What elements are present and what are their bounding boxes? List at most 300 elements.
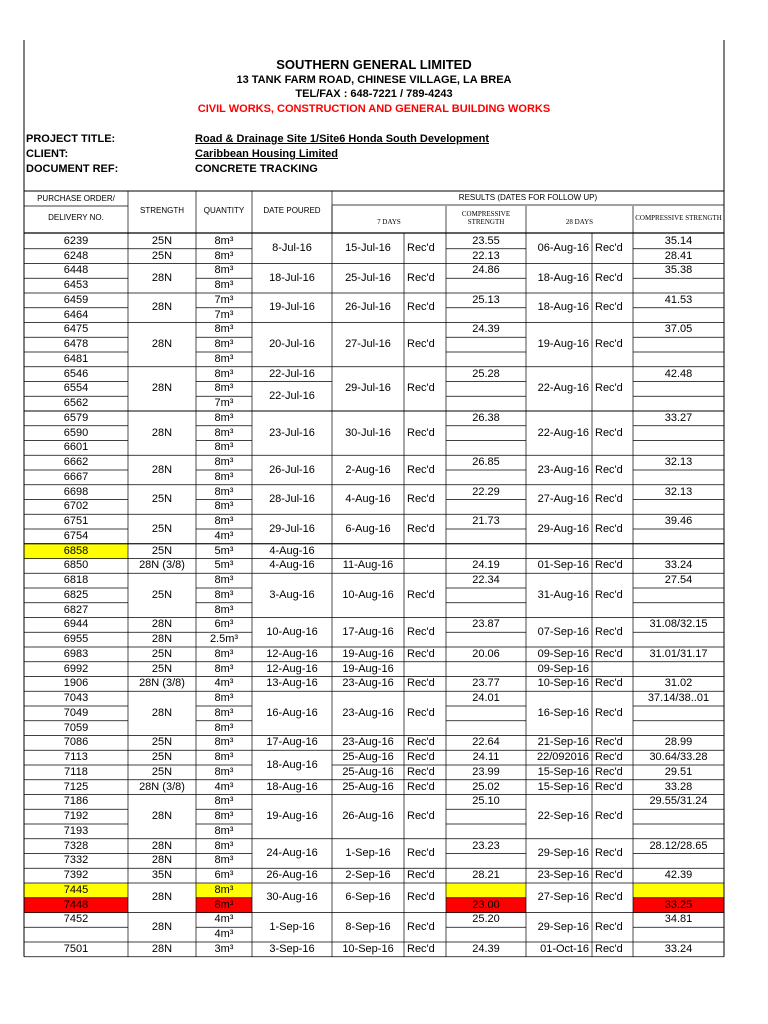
date-poured-cell: 17-Aug-16 xyxy=(266,736,318,749)
quantity-cell: 8m³ xyxy=(214,279,234,292)
po-cell: 6248 xyxy=(63,249,89,262)
twenty-eight-day-strength-cell: 29.51 xyxy=(664,765,693,778)
seven-day-strength-cell: 24.19 xyxy=(472,559,500,572)
twenty-eight-days-header: 28 DAYS xyxy=(565,218,594,227)
quantity-cell: 3m³ xyxy=(214,942,234,955)
po-cell: 7445 xyxy=(24,883,128,898)
seven-day-status-cell: Rec'd xyxy=(407,522,435,535)
quantity-cell: 8m³ xyxy=(214,485,234,498)
seven-day-strength-cell: 25.02 xyxy=(472,780,500,793)
strength-cell: 28N xyxy=(151,301,173,314)
twenty-eight-day-status-cell: Rec'd xyxy=(595,677,623,690)
po-cell: 6751 xyxy=(63,515,89,528)
seven-day-strength-cell: 24.39 xyxy=(472,323,500,336)
po-header-line1: PURCHASE ORDER/ xyxy=(37,193,115,203)
quantity-cell: 8m³ xyxy=(214,751,234,764)
seven-day-date-cell: 2-Sep-16 xyxy=(345,869,391,882)
twenty-eight-day-date-cell: 07-Sep-16 xyxy=(537,625,589,638)
twenty-eight-day-strength-cell xyxy=(633,396,724,411)
quantity-cell: 8m³ xyxy=(214,692,234,705)
seven-day-strength-cell: 20.06 xyxy=(472,647,500,660)
po-cell: 1906 xyxy=(63,677,89,690)
date-poured-cell: 12-Aug-16 xyxy=(266,647,318,660)
date-poured-cell: 18-Jul-16 xyxy=(269,271,315,284)
twenty-eight-day-date-cell: 29-Sep-16 xyxy=(537,847,589,859)
twenty-eight-day-strength-cell: 33.28 xyxy=(664,780,693,793)
po-cell: 7448 xyxy=(24,898,128,913)
project-title-value: Road & Drainage Site 1/Site6 Honda South Development xyxy=(195,133,489,145)
strength-cell: 28N xyxy=(151,706,173,719)
strength-cell: 28N xyxy=(151,633,173,646)
po-cell xyxy=(24,927,128,942)
seven-day-strength-cell xyxy=(446,278,526,293)
strength-cell: 25N xyxy=(151,765,173,778)
twenty-eight-day-strength-cell: 42.48 xyxy=(664,367,693,380)
seven-day-strength-cell: 24.01 xyxy=(472,692,500,705)
seven-day-status-cell: Rec'd xyxy=(407,382,435,395)
seven-day-status-cell: Rec'd xyxy=(407,271,435,284)
results-header: RESULTS (DATES FOR FOLLOW UP) xyxy=(458,193,598,202)
twenty-eight-day-strength-cell: 27.54 xyxy=(664,574,693,587)
po-cell: 7186 xyxy=(63,795,89,808)
po-cell: 7193 xyxy=(63,824,89,837)
seven-day-strength-cell xyxy=(446,706,526,721)
seven-day-strength-cell xyxy=(446,544,526,559)
strength-cell: 28N xyxy=(151,942,173,955)
seven-day-date-cell: 23-Aug-16 xyxy=(342,706,394,719)
quantity-cell: 4m³ xyxy=(214,913,234,926)
seven-day-status-cell: Rec'd xyxy=(407,810,435,823)
strength-cell: 28N (3/8) xyxy=(139,780,185,793)
twenty-eight-day-strength-cell xyxy=(633,529,724,544)
seven-day-strength-cell xyxy=(446,396,526,411)
quantity-cell: 8m³ xyxy=(214,795,234,808)
quantity-cell: 8m³ xyxy=(214,441,234,454)
po-cell: 7501 xyxy=(63,942,89,955)
quantity-cell: 8m³ xyxy=(214,721,234,734)
twenty-eight-day-strength-cell xyxy=(633,706,724,721)
strength-cell: 25N xyxy=(151,588,173,601)
seven-day-strength-cell: 23.99 xyxy=(472,765,500,778)
seven-day-strength-cell xyxy=(446,500,526,515)
twenty-eight-day-strength-cell: 33.24 xyxy=(664,559,693,572)
twenty-eight-day-status-cell: Rec'd xyxy=(595,522,623,535)
po-cell: 6601 xyxy=(63,441,89,454)
date-poured-cell: 8-Jul-16 xyxy=(272,242,312,255)
twenty-eight-day-status-cell: Rec'd xyxy=(595,625,623,638)
twenty-eight-day-strength-cell xyxy=(633,500,724,515)
strength-cell: 28N xyxy=(151,891,173,904)
seven-day-status-cell: Rec'd xyxy=(407,677,435,690)
twenty-eight-day-strength-cell xyxy=(633,278,724,293)
seven-day-strength-cell: 24.39 xyxy=(472,942,500,955)
strength-cell: 28N xyxy=(151,271,173,284)
seven-day-strength-cell xyxy=(446,927,526,942)
document-ref-label: DOCUMENT REF: xyxy=(26,163,119,175)
seven-day-date-cell: 26-Aug-16 xyxy=(342,810,394,823)
seven-day-status-cell: Rec'd xyxy=(407,736,435,749)
strength-cell: 28N (3/8) xyxy=(139,559,185,572)
twenty-eight-day-status-cell: Rec'd xyxy=(595,463,623,476)
seven-day-strength-cell xyxy=(446,883,526,898)
twenty-eight-day-strength-cell xyxy=(633,352,724,367)
po-cell: 6554 xyxy=(63,382,89,395)
twenty-eight-day-strength-cell xyxy=(633,809,724,824)
quantity-cell: 8m³ xyxy=(214,515,234,528)
po-cell: 6478 xyxy=(63,338,89,351)
date-poured-cell: 28-Jul-16 xyxy=(269,493,315,505)
twenty-eight-day-strength-cell xyxy=(633,721,724,736)
po-cell: 7392 xyxy=(63,869,89,882)
date-poured-cell: 29-Jul-16 xyxy=(269,522,315,535)
po-cell: 6818 xyxy=(63,574,89,587)
seven-day-date-cell: 26-Jul-16 xyxy=(345,301,391,314)
seven-day-date-cell: 6-Aug-16 xyxy=(345,522,391,535)
strength-cell: 25N xyxy=(151,647,173,660)
twenty-eight-day-strength-cell xyxy=(633,927,724,942)
twenty-eight-day-strength-cell: 35.38 xyxy=(664,264,693,277)
quantity-cell: 8m³ xyxy=(214,706,234,719)
twenty-eight-day-strength-cell xyxy=(633,588,724,603)
date-poured-cell: 1-Sep-16 xyxy=(269,920,315,933)
seven-day-strength-cell: 23.00 xyxy=(446,898,526,913)
twenty-eight-day-strength-cell: 33.24 xyxy=(664,942,693,955)
seven-day-status-cell xyxy=(404,559,446,574)
seven-day-strength-cell: 28.21 xyxy=(472,869,500,882)
twenty-eight-day-date-cell: 29-Aug-16 xyxy=(537,522,589,535)
seven-day-strength-cell: 26.85 xyxy=(472,456,500,469)
twenty-eight-day-status-cell: Rec'd xyxy=(595,847,623,859)
strength-cell: 25N xyxy=(151,662,173,675)
quantity-cell: 8m³ xyxy=(214,456,234,469)
po-cell: 6579 xyxy=(63,411,89,424)
twenty-eight-day-date-cell: 15-Sep-16 xyxy=(537,765,589,778)
strength-cell: 25N xyxy=(151,493,173,505)
twenty-eight-day-strength-cell xyxy=(633,426,724,441)
twenty-eight-day-strength-cell: 32.13 xyxy=(664,456,693,469)
po-cell: 6858 xyxy=(24,544,128,559)
strength-cell: 25N xyxy=(151,736,173,749)
po-cell: 6662 xyxy=(63,456,89,469)
po-cell: 7086 xyxy=(63,736,89,749)
seven-day-status-cell: Rec'd xyxy=(407,463,435,476)
strength-cell: 28N xyxy=(151,463,173,476)
seven-days-header: 7 DAYS xyxy=(377,218,401,227)
twenty-eight-day-strength-cell: 33.25 xyxy=(633,898,724,913)
quantity-cell: 7m³ xyxy=(214,293,234,306)
quantity-cell: 6m³ xyxy=(214,869,234,882)
seven-day-status-cell: Rec'd xyxy=(407,493,435,505)
twenty-eight-day-status-cell xyxy=(592,544,633,559)
seven-day-status-cell: Rec'd xyxy=(407,647,435,660)
seven-day-status-cell: Rec'd xyxy=(407,765,435,778)
strength-cell: 28N xyxy=(151,810,173,823)
strength-cell: 28N xyxy=(151,839,173,852)
seven-day-date-cell: 19-Aug-16 xyxy=(342,662,394,675)
seven-day-strength-cell: 25.28 xyxy=(472,367,500,380)
quantity-cell: 8m³ xyxy=(196,883,252,898)
twenty-eight-day-status-cell: Rec'd xyxy=(595,301,623,314)
po-cell: 7452 xyxy=(63,913,89,926)
seven-day-strength-cell: 26.38 xyxy=(472,411,500,424)
quantity-cell: 8m³ xyxy=(214,234,234,247)
strength-cell: 25N xyxy=(151,522,173,535)
seven-day-date-cell: 25-Aug-16 xyxy=(342,780,394,793)
quantity-cell: 8m³ xyxy=(214,264,234,277)
quantity-header: QUANTITY xyxy=(203,206,245,215)
date-poured-cell: 20-Jul-16 xyxy=(269,338,315,351)
twenty-eight-day-strength-cell: 41.53 xyxy=(664,293,693,306)
quantity-cell: 4m³ xyxy=(214,928,234,941)
po-cell: 6983 xyxy=(63,647,89,660)
po-cell: 7125 xyxy=(63,780,89,793)
date-poured-header: DATE POURED xyxy=(263,206,321,215)
twenty-eight-day-strength-cell: 42.39 xyxy=(664,869,693,882)
twenty-eight-day-status-cell: Rec'd xyxy=(595,647,623,660)
seven-day-strength-cell xyxy=(446,426,526,441)
twenty-eight-day-strength-cell xyxy=(633,441,724,456)
date-poured-cell: 22-Jul-16 xyxy=(269,367,315,380)
strength-cell: 28N xyxy=(151,382,173,395)
seven-day-date-cell: 25-Aug-16 xyxy=(342,751,394,764)
twenty-eight-day-status-cell: Rec'd xyxy=(595,765,623,778)
seven-day-strength-cell: 23.23 xyxy=(472,839,500,852)
client-value: Caribbean Housing Limited xyxy=(195,148,339,160)
seven-day-date-cell: 29-Jul-16 xyxy=(345,382,391,395)
seven-day-strength-cell xyxy=(446,809,526,824)
twenty-eight-day-strength-cell xyxy=(633,470,724,485)
strength-cell: 28N (3/8) xyxy=(139,677,185,690)
quantity-cell: 8m³ xyxy=(214,426,234,439)
date-poured-cell: 12-Aug-16 xyxy=(266,662,318,675)
po-cell: 6459 xyxy=(63,293,89,306)
quantity-cell: 8m³ xyxy=(214,323,234,336)
seven-day-strength-cell xyxy=(446,337,526,352)
twenty-eight-day-strength-cell xyxy=(633,382,724,397)
seven-day-status-cell: Rec'd xyxy=(407,780,435,793)
seven-day-date-cell: 25-Jul-16 xyxy=(345,271,391,284)
seven-day-strength-cell: 23.55 xyxy=(472,234,500,247)
seven-day-strength-cell: 23.87 xyxy=(472,618,500,631)
po-cell: 6850 xyxy=(63,559,89,572)
seven-day-status-cell xyxy=(404,544,446,559)
company-tagline: CIVIL WORKS, CONSTRUCTION AND GENERAL BUILDING WORKS xyxy=(197,103,551,115)
twenty-eight-day-date-cell: 15-Sep-16 xyxy=(537,780,589,793)
quantity-cell: 8m³ xyxy=(214,588,234,601)
quantity-cell: 8m³ xyxy=(214,470,234,483)
quantity-cell: 4m³ xyxy=(214,677,234,690)
twenty-eight-day-status-cell: Rec'd xyxy=(595,891,623,904)
po-cell: 7059 xyxy=(63,721,89,734)
twenty-eight-day-status-cell: Rec'd xyxy=(595,920,623,933)
twenty-eight-day-status-cell: Rec'd xyxy=(595,271,623,284)
twenty-eight-day-status-cell: Rec'd xyxy=(595,338,623,351)
po-cell: 6239 xyxy=(63,234,89,247)
po-cell: 6475 xyxy=(63,323,89,336)
date-poured-cell: 19-Aug-16 xyxy=(266,810,318,823)
quantity-cell: 5m³ xyxy=(214,544,234,557)
seven-day-strength-cell: 24.86 xyxy=(472,264,500,277)
po-cell: 6481 xyxy=(63,352,89,365)
twenty-eight-day-date-cell: 09-Sep-16 xyxy=(537,662,589,675)
po-header-line2: DELIVERY NO. xyxy=(48,213,104,222)
twenty-eight-day-strength-cell xyxy=(633,308,724,323)
company-name: SOUTHERN GENERAL LIMITED xyxy=(276,57,472,72)
seven-day-strength-cell xyxy=(446,854,526,869)
twenty-eight-day-date-cell: 16-Sep-16 xyxy=(537,706,589,719)
quantity-cell: 8m³ xyxy=(214,647,234,660)
quantity-cell: 8m³ xyxy=(214,500,234,513)
strength-cell: 25N xyxy=(151,249,173,262)
seven-day-status-cell: Rec'd xyxy=(407,847,435,859)
seven-day-strength-cell xyxy=(446,824,526,839)
quantity-cell: 6m³ xyxy=(214,618,234,631)
quantity-cell: 8m³ xyxy=(214,352,234,365)
twenty-eight-day-status-cell xyxy=(592,662,633,677)
project-title-label: PROJECT TITLE: xyxy=(26,133,116,145)
seven-day-date-cell: 1-Sep-16 xyxy=(345,847,391,859)
quantity-cell: 8m³ xyxy=(214,662,234,675)
seven-day-date-cell: 4-Aug-16 xyxy=(345,493,391,505)
date-poured-cell: 3-Aug-16 xyxy=(269,588,315,601)
seven-day-date-cell: 2-Aug-16 xyxy=(345,463,391,476)
seven-day-date-cell: 19-Aug-16 xyxy=(342,647,394,660)
po-cell: 6698 xyxy=(63,485,89,498)
po-cell: 6702 xyxy=(63,500,89,513)
strength-cell: 25N xyxy=(151,544,173,557)
po-cell: 6546 xyxy=(63,367,89,380)
strength-cell: 28N xyxy=(151,426,173,439)
po-cell: 6827 xyxy=(63,603,89,616)
twenty-eight-day-strength-cell xyxy=(633,544,724,559)
quantity-cell: 8m³ xyxy=(214,574,234,587)
twenty-eight-day-status-cell: Rec'd xyxy=(595,382,623,395)
company-telfax: TEL/FAX : 648-7221 / 789-4243 xyxy=(295,88,453,100)
quantity-cell: 4m³ xyxy=(214,780,234,793)
twenty-eight-day-date-cell: 21-Sep-16 xyxy=(537,736,589,749)
strength-cell: 25N xyxy=(151,234,173,247)
date-poured-cell: 24-Aug-16 xyxy=(266,847,318,859)
date-poured-cell: 19-Jul-16 xyxy=(269,301,315,314)
twenty-eight-day-status-cell: Rec'd xyxy=(595,242,623,255)
quantity-cell: 8m³ xyxy=(214,824,234,837)
seven-day-strength-cell: 22.64 xyxy=(472,736,500,749)
strength-cell: 28N xyxy=(151,618,173,631)
seven-day-status-cell xyxy=(404,662,446,677)
seven-day-status-cell: Rec'd xyxy=(407,751,435,764)
seven-day-date-cell: 25-Aug-16 xyxy=(342,765,394,778)
twenty-eight-day-strength-cell xyxy=(633,824,724,839)
twenty-eight-day-strength-cell xyxy=(633,603,724,618)
date-poured-cell: 4-Aug-16 xyxy=(269,559,315,572)
seven-day-strength-cell xyxy=(446,352,526,367)
seven-day-strength-cell: 22.29 xyxy=(472,485,500,498)
compressive-strength-header-2: COMPRESSIVE STRENGTH xyxy=(635,214,722,223)
seven-day-date-cell: 23-Aug-16 xyxy=(342,736,394,749)
twenty-eight-day-strength-cell: 34.81 xyxy=(664,913,693,926)
twenty-eight-day-status-cell: Rec'd xyxy=(595,869,623,882)
date-poured-cell: 30-Aug-16 xyxy=(266,891,318,904)
twenty-eight-day-strength-cell: 32.13 xyxy=(664,485,693,498)
seven-day-date-cell: 17-Aug-16 xyxy=(342,625,394,638)
quantity-cell: 8m³ xyxy=(214,338,234,351)
twenty-eight-day-status-cell: Rec'd xyxy=(595,559,623,572)
twenty-eight-day-date-cell: 27-Sep-16 xyxy=(537,891,589,904)
seven-day-status-cell: Rec'd xyxy=(407,588,435,601)
date-poured-cell: 18-Aug-16 xyxy=(266,780,318,793)
quantity-cell: 8m³ xyxy=(214,810,234,823)
twenty-eight-day-date-cell: 29-Sep-16 xyxy=(537,920,589,933)
quantity-cell: 5m³ xyxy=(214,559,234,572)
twenty-eight-day-status-cell: Rec'd xyxy=(595,810,623,823)
twenty-eight-day-status-cell: Rec'd xyxy=(595,493,623,505)
twenty-eight-day-date-cell: 06-Aug-16 xyxy=(537,242,589,255)
date-poured-cell: 13-Aug-16 xyxy=(266,677,318,690)
twenty-eight-day-status-cell: Rec'd xyxy=(595,736,623,749)
seven-day-strength-cell: 25.10 xyxy=(472,795,500,808)
quantity-cell: 8m³ xyxy=(214,367,234,380)
quantity-cell: 8m³ xyxy=(214,736,234,749)
seven-day-strength-cell: 25.20 xyxy=(472,913,500,926)
strength-cell: 25N xyxy=(151,751,173,764)
po-cell: 7192 xyxy=(63,810,89,823)
seven-day-status-cell: Rec'd xyxy=(407,920,435,933)
po-cell: 6448 xyxy=(63,264,89,277)
seven-day-date-cell: 23-Aug-16 xyxy=(342,677,394,690)
date-poured-cell: 26-Aug-16 xyxy=(266,869,318,882)
twenty-eight-day-date-cell: 22-Aug-16 xyxy=(537,426,589,439)
compressive-strength-header-1: COMPRESSIVE STRENGTH xyxy=(461,210,511,226)
po-cell: 6944 xyxy=(63,618,89,631)
twenty-eight-day-date-cell: 31-Aug-16 xyxy=(537,588,589,601)
po-cell: 6955 xyxy=(63,633,89,646)
po-cell: 7113 xyxy=(64,751,88,764)
seven-day-date-cell: 6-Sep-16 xyxy=(345,891,391,904)
seven-day-strength-cell xyxy=(446,662,526,677)
strength-cell: 28N xyxy=(151,854,173,867)
po-cell: 6754 xyxy=(63,529,89,542)
po-cell: 6464 xyxy=(63,308,89,321)
date-poured-cell: 22-Jul-16 xyxy=(269,389,315,402)
seven-day-status-cell: Rec'd xyxy=(407,891,435,904)
document-ref-value: CONCRETE TRACKING xyxy=(195,163,318,175)
twenty-eight-day-strength-cell xyxy=(633,337,724,352)
quantity-cell: 7m³ xyxy=(214,397,234,410)
quantity-cell: 4m³ xyxy=(214,529,234,542)
seven-day-date-cell: 10-Aug-16 xyxy=(342,588,394,601)
po-cell: 6590 xyxy=(63,426,89,439)
quantity-cell: 7m³ xyxy=(214,308,234,321)
seven-day-strength-cell: 24.11 xyxy=(472,751,500,764)
seven-day-strength-cell: 22.13 xyxy=(472,249,500,262)
twenty-eight-day-status-cell: Rec'd xyxy=(595,942,623,955)
seven-day-strength-cell xyxy=(446,529,526,544)
twenty-eight-day-date-cell: 18-Aug-16 xyxy=(537,271,589,284)
twenty-eight-day-strength-cell: 31.02 xyxy=(664,677,693,690)
date-poured-cell: 26-Jul-16 xyxy=(269,463,315,476)
seven-day-status-cell: Rec'd xyxy=(407,426,435,439)
seven-day-strength-cell: 23.77 xyxy=(472,677,500,690)
quantity-cell: 8m³ xyxy=(196,898,252,913)
seven-day-strength-cell xyxy=(446,603,526,618)
strength-cell: 35N xyxy=(151,869,173,882)
twenty-eight-day-strength-cell: 37.05 xyxy=(664,323,693,336)
twenty-eight-day-date-cell: 19-Aug-16 xyxy=(537,338,589,351)
po-cell: 6667 xyxy=(63,470,89,483)
strength-cell: 28N xyxy=(151,338,173,351)
twenty-eight-day-strength-cell: 39.46 xyxy=(664,515,693,528)
po-cell: 7049 xyxy=(63,706,89,719)
